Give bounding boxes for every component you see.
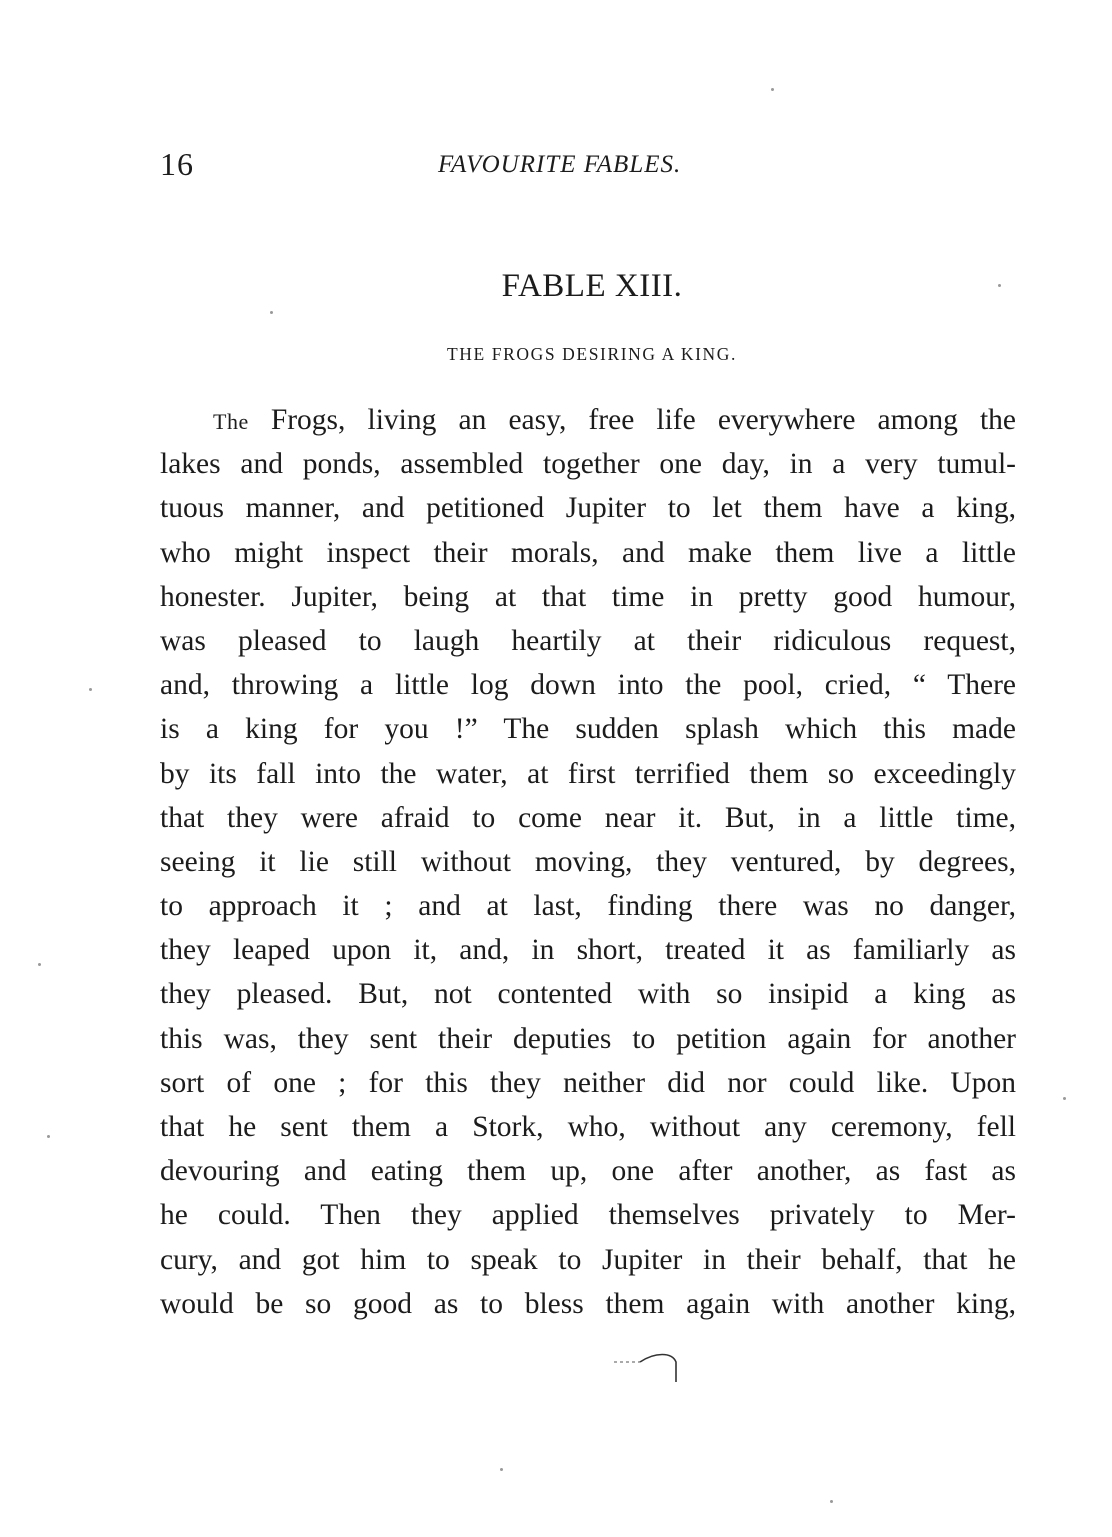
body-line: this was, they sent their deputies to petition again for another bbox=[160, 1022, 1016, 1055]
body-line: he could. Then they applied themselves privately to Mer- bbox=[160, 1199, 1016, 1232]
paper-speck bbox=[500, 1468, 503, 1471]
body-line: seeing it lie still without moving, they ventured, by degrees, bbox=[160, 845, 1016, 878]
paper-speck bbox=[89, 688, 92, 691]
paper-speck bbox=[38, 963, 41, 966]
body-line: lakes and ponds, assembled together one day, in a very tumul- bbox=[160, 448, 1016, 481]
first-line-text: Frogs, living an easy, free life everywhere among the bbox=[248, 404, 1016, 436]
body-line: was pleased to laugh heartily at their ridiculous request, bbox=[160, 624, 1016, 657]
paper-speck bbox=[270, 311, 273, 314]
body-line-1 bbox=[160, 398, 1016, 442]
body-line: sort of one ; for this they neither did nor could like. Upon bbox=[160, 1066, 1016, 1099]
body-line: by its fall into the water, at first terrified them so exceedingly bbox=[160, 757, 1016, 790]
paper-speck bbox=[771, 88, 774, 91]
page-number: 16 bbox=[160, 146, 194, 182]
body-line: would be so good as to bless them again with another king, bbox=[160, 1287, 1016, 1320]
opening-word: The bbox=[213, 409, 249, 434]
body-line: tuous manner, and petitioned Jupiter to let them have a king, bbox=[160, 492, 1016, 525]
fable-title: THE FROGS DESIRING A KING. bbox=[446, 344, 738, 364]
paper-speck bbox=[1063, 1097, 1066, 1100]
body-line: they leaped upon it, and, in short, treated it as familiarly as bbox=[160, 934, 1016, 967]
paper-speck bbox=[47, 1135, 50, 1138]
body-line: devouring and eating them up, one after another, as fast as bbox=[160, 1155, 1016, 1188]
body-line: to approach it ; and at last, finding there was no danger, bbox=[160, 890, 1016, 923]
body-line: that he sent them a Stork, who, without any ceremony, fell bbox=[160, 1111, 1016, 1143]
body-line: that they were afraid to come near it. But, in a little time, bbox=[160, 801, 1016, 834]
paper-speck bbox=[998, 284, 1001, 287]
catchword-mark bbox=[610, 1348, 690, 1388]
body-line: cury, and got him to speak to Jupiter in their behalf, that he bbox=[160, 1243, 1016, 1276]
paper-speck bbox=[830, 1500, 833, 1503]
body-line: and, throwing a little log down into the pool, cried, “ There bbox=[160, 669, 1016, 702]
fable-body bbox=[160, 398, 1016, 1326]
body-line: they pleased. But, not contented with so insipid a king as bbox=[160, 978, 1016, 1011]
running-head: FAVOURITE FABLES. bbox=[438, 151, 682, 178]
fable-number: FABLE XIII. bbox=[501, 268, 683, 304]
body-line: who might inspect their morals, and make them live a little bbox=[160, 536, 1016, 569]
body-line: is a king for you !” The sudden splash which this made bbox=[160, 713, 1016, 746]
body-line: honester. Jupiter, being at that time in pretty good humour, bbox=[160, 580, 1016, 613]
